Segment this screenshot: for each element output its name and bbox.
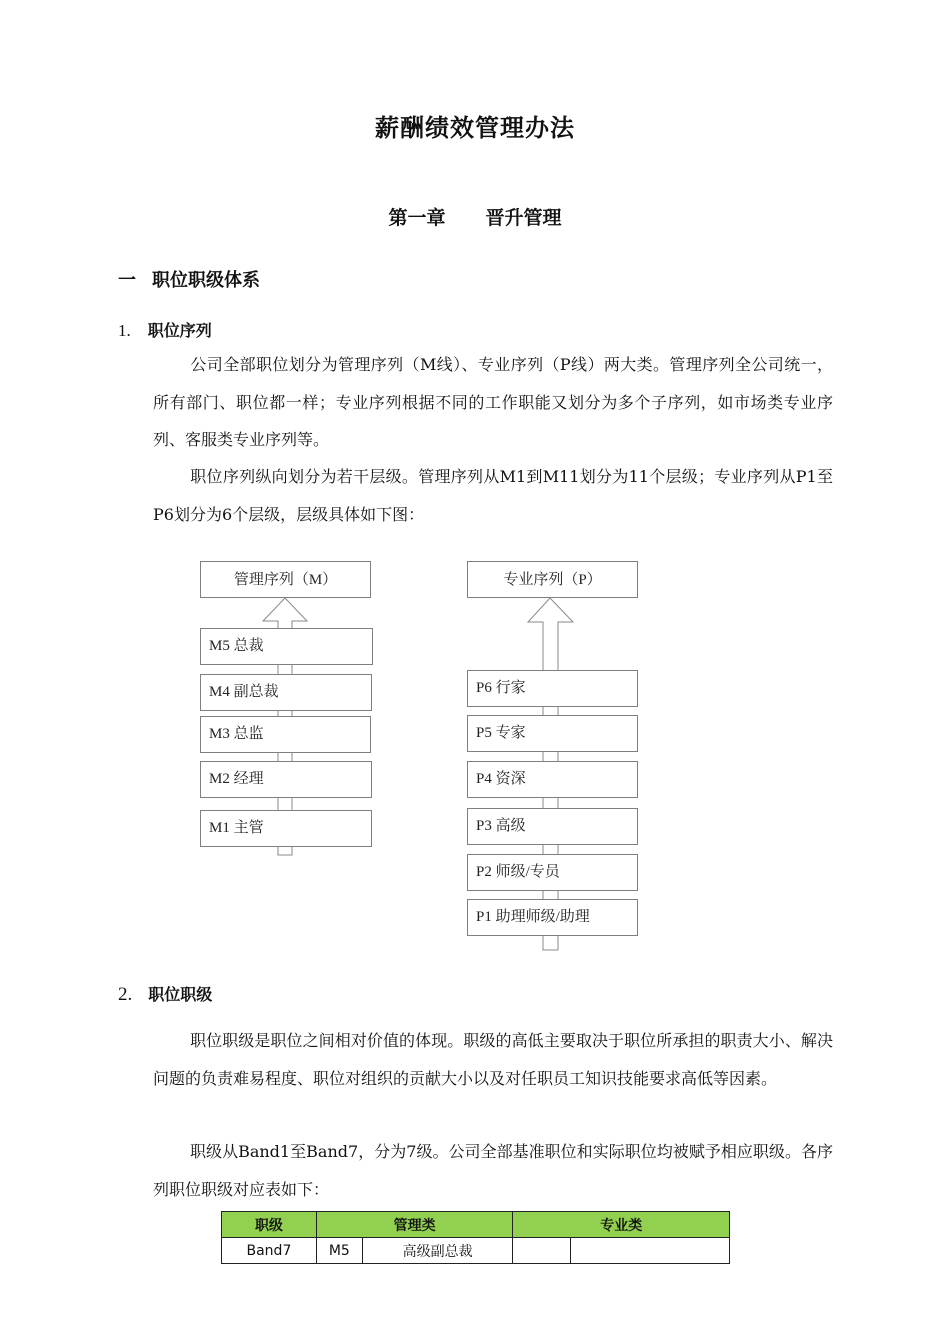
p-level-box: P2 师级/专员: [467, 854, 638, 891]
section-title: 职位职级体系: [152, 270, 260, 291]
p-level-box: P1 助理师级/助理: [467, 899, 638, 936]
cell-m-title: 高级副总裁: [362, 1238, 513, 1264]
document-title: 薪酬绩效管理办法: [375, 113, 575, 142]
table-header-row: [222, 1212, 730, 1238]
subsection-2-heading: [118, 982, 212, 1006]
m-level-box: M3 总监: [200, 716, 371, 753]
grade-mapping-table: [221, 1211, 730, 1264]
paragraph: 职位职级是职位之间相对价值的体现。职级的高低主要取决于职位所承担的职责大小、解决问题的负责难易程度、职位对组织的贡献大小以及对任职员工知识技能要求高低等因素。: [153, 1031, 833, 1088]
p-level-box: P4 资深: [467, 761, 638, 798]
m-level-box: M2 经理: [200, 761, 372, 798]
paragraph: 职位序列纵向划分为若干层级。管理序列从M1到M11划分为11个层级；专业序列从P1至P6划分为6个层级，层级具体如下图：: [153, 467, 833, 524]
chapter-number: 第一章: [388, 207, 446, 229]
section-number: 一: [118, 270, 136, 291]
table-row: [222, 1238, 730, 1264]
p-level-box: P3 高级: [467, 808, 638, 845]
p-level-box: P5 专家: [467, 715, 638, 752]
subsection-1-title: 职位序列: [147, 321, 212, 340]
paragraph: 公司全部职位划分为管理序列（M线）、专业序列（P线）两大类。管理序列全公司统一，所有部门、职位都一样；专业序列根据不同的工作职能又划分为多个子序列，如市场类专业序列、客服类专业序列等。: [153, 355, 833, 449]
header-management: 管理类: [316, 1212, 513, 1238]
subsection-1-number: 1.: [118, 321, 131, 340]
m-level-box: M1 主管: [200, 810, 372, 847]
chapter-name: 晋升管理: [485, 207, 562, 229]
cell-p-title: [571, 1238, 730, 1264]
header-band: 职级: [222, 1212, 317, 1238]
management-sequence-header: 管理序列（M）: [200, 561, 371, 598]
paragraph: 职级从Band1至Band7，分为7级。公司全部基准职位和实际职位均被赋予相应职级。各序列职位职级对应表如下：: [153, 1142, 833, 1199]
professional-sequence-header: 专业序列（P）: [467, 561, 638, 598]
cell-m-code: M5: [316, 1238, 362, 1264]
m-level-box: M5 总裁: [200, 628, 373, 665]
subsection-2-number: 2.: [118, 984, 133, 1005]
cell-p-code: [513, 1238, 571, 1264]
cell-band: Band7: [222, 1238, 317, 1264]
subsection-2-title: 职位职级: [148, 985, 213, 1004]
m-level-box: M4 副总裁: [200, 674, 372, 711]
header-professional: 专业类: [513, 1212, 730, 1238]
p-level-box: P6 行家: [467, 670, 638, 707]
